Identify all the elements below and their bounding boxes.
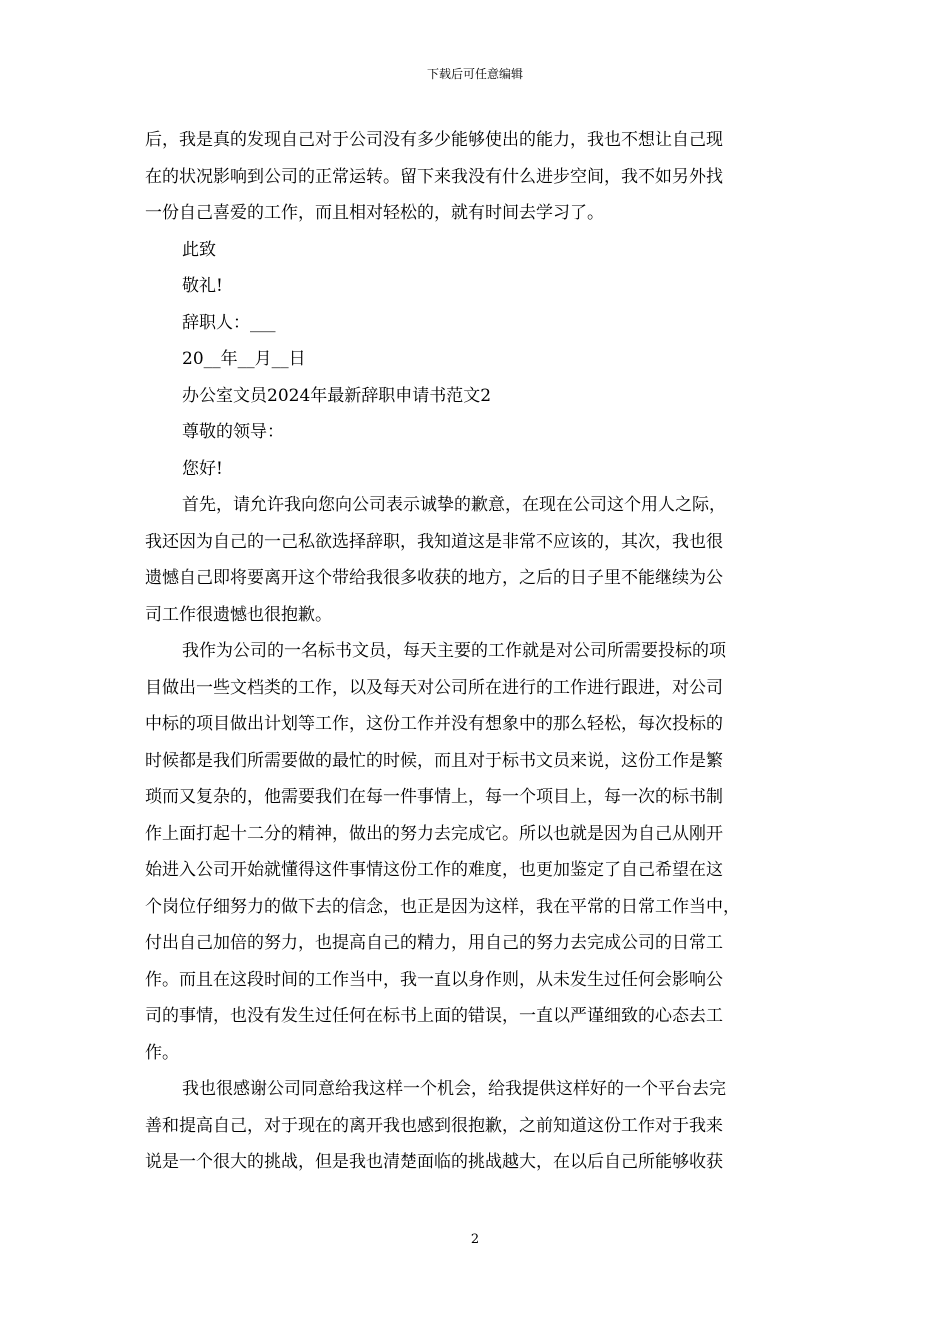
paragraph-1 [145,487,809,633]
paragraph-line: 善和提高自己，对于现在的离开我也感到很抱歉，之前知道这份工作对于我来 [145,1115,723,1136]
paragraph-line: 我作为公司的一名标书文员，每天主要的工作就是对公司所需要投标的项 [182,641,726,661]
paragraph-line: 中标的项目做出计划等工作，这份工作并没有想象中的那么轻松，每次投标的 [145,714,723,734]
paragraph-line: 司工作很遗憾也很抱歉。 [145,604,332,625]
paragraph-line: 司的事情，也没有发生过任何在标书上面的错误，一直以严谨细致的心态去工 [145,1006,723,1026]
paragraph-line: 我也很感谢公司同意给我这样一个机会，给我提供这样好的一个平台去完 [182,1079,726,1099]
signature-line: 辞职人：___ [182,312,276,333]
paragraph-2 [145,633,809,1071]
paragraph-line: 琐而又复杂的，他需要我们在每一件事情上，每一个项目上，每一次的标书制 [145,787,723,807]
paragraph-line: 目做出一些文档类的工作，以及每天对公司所在进行的工作进行跟进，对公司 [145,677,723,698]
paragraph-line: 首先，请允许我向您向公司表示诚挚的歉意，在现在公司这个用人之际， [182,495,726,515]
paragraph-line: 说是一个很大的挑战，但是我也清楚面临的挑战越大，在以后自己所能够收获 [145,1152,723,1172]
closing-salute: 敬礼! [182,276,223,296]
closing-phrase: 此致 [182,239,216,260]
paragraph-line: 作上面打起十二分的精神，做出的努力去完成它。所以也就是因为自己从刚开 [145,823,723,844]
continuation-line: 一份自己喜爱的工作，而且相对轻松的，就有时间去学习了。 [145,203,604,223]
greeting: 您好! [182,458,223,479]
paragraph-3 [145,1071,809,1181]
header-note: 下载后可任意编辑 [426,67,523,81]
continuation-line: 在的状况影响到公司的正常运转。留下来我没有什么进步空间，我不如另外找 [145,166,723,187]
paragraph-line: 作。 [145,1042,179,1063]
date-line: 20__年__月__日 [182,349,306,369]
paragraph-line: 我还因为自己的一己私欲选择辞职，我知道这是非常不应该的，其次，我也很 [145,531,723,552]
paragraph-line: 始进入公司开始就懂得这件事情这份工作的难度，也更加鉴定了自己希望在这 [145,860,723,880]
paragraph-line: 付出自己加倍的努力，也提高自己的精力，用自己的努力去完成公司的日常工 [145,933,723,953]
paragraph-line: 遗憾自己即将要离开这个带给我很多收获的地方，之后的日子里不能继续为公 [145,568,723,588]
salutation: 尊敬的领导： [182,422,284,442]
section-title: 办公室文员2024年最新辞职申请书范文2 [182,385,492,406]
paragraph-line: 时候都是我们所需要做的最忙的时候，而且对于标书文员来说，这份工作是繁 [145,750,723,771]
paragraph-line: 作。而且在这段时间的工作当中，我一直以身作则，从未发生过任何会影响公 [145,969,723,990]
continuation-line: 后，我是真的发现自己对于公司没有多少能够使出的能力，我也不想让自己现 [145,130,723,150]
page-number: 2 [470,1232,480,1247]
document-body [145,122,809,1181]
paragraph-line: 个岗位仔细努力的做下去的信念，也正是因为这样，我在平常的日常工作当中， [145,896,740,917]
